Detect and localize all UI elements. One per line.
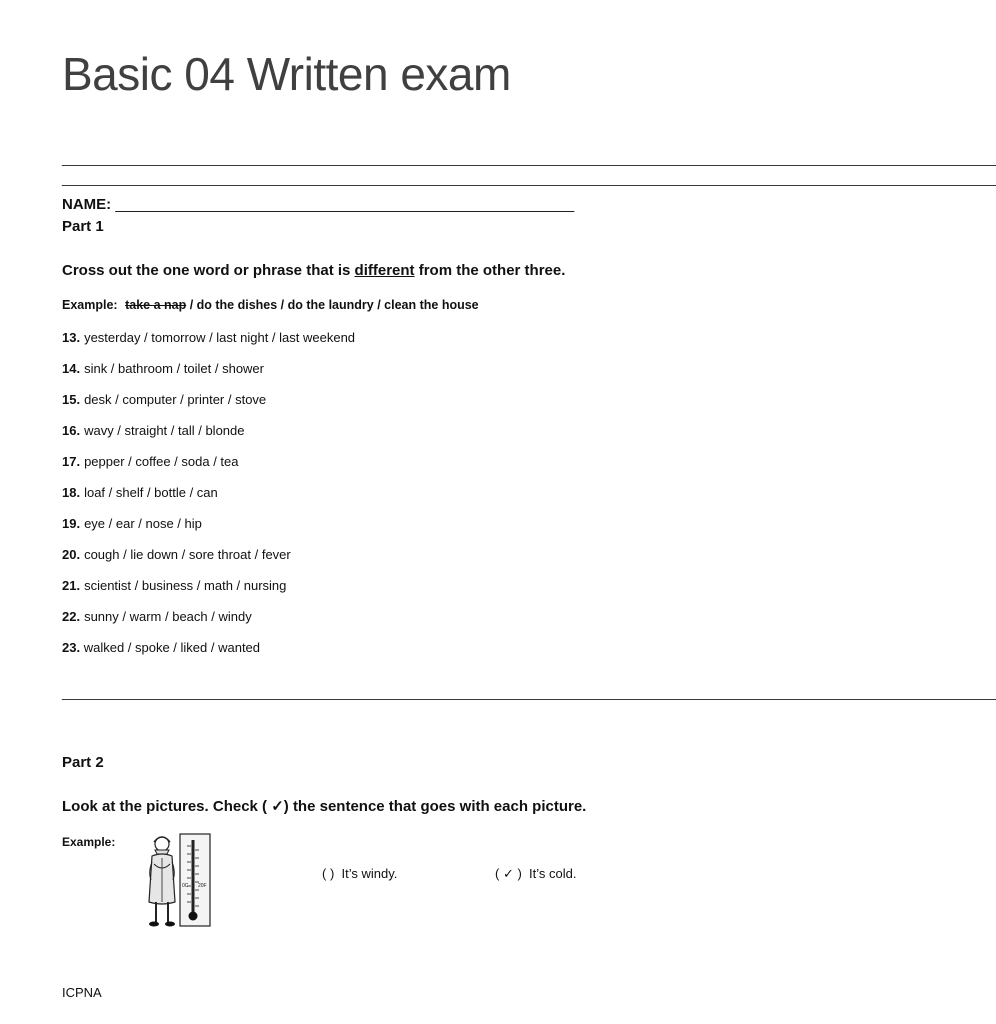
svg-text:0C: 0C xyxy=(182,883,189,889)
option-cold[interactable] xyxy=(495,866,576,882)
example-text: / do the dishes / do the laundry / clean the house xyxy=(186,298,479,312)
part2-example-label: Example: xyxy=(62,835,116,849)
name-label: NAME: xyxy=(62,196,112,213)
list-item xyxy=(62,361,264,376)
divider: ________________________________________________________________________________________________________________________ xyxy=(62,684,996,700)
item-number: 22. xyxy=(62,609,81,624)
footer-text: ICPNA xyxy=(62,985,102,1000)
page-title: Basic 04 Written exam xyxy=(62,48,511,100)
part1-instruction xyxy=(62,262,565,279)
item-number: 18. xyxy=(62,485,81,500)
name-field xyxy=(62,196,574,213)
item-number: 13. xyxy=(62,330,81,345)
part1-heading: Part 1 xyxy=(62,218,104,235)
item-number: 21. xyxy=(62,578,81,593)
item-text: sink / bathroom / toilet / shower xyxy=(84,361,264,376)
instruction-text: from the other three. xyxy=(414,262,566,279)
option-text: It’s windy. xyxy=(341,866,398,881)
instruction-emphasis: different xyxy=(354,262,415,279)
item-text: walked / spoke / liked / wanted xyxy=(83,640,261,655)
example-label: Example: xyxy=(62,298,118,312)
crossed-out-word: take a nap xyxy=(125,298,187,312)
part2-instruction: Look at the pictures. Check ( ✓) the sentence that goes with each picture. xyxy=(62,798,587,815)
checkbox-checked[interactable]: ( ✓ ) xyxy=(495,866,522,881)
item-number: 23. xyxy=(62,640,81,655)
divider: ________________________________________________________________________________________________________________________ xyxy=(62,150,996,166)
list-item xyxy=(62,423,245,438)
list-item xyxy=(62,640,260,655)
item-number: 16. xyxy=(62,423,81,438)
list-item xyxy=(62,578,286,593)
option-text: It’s cold. xyxy=(529,866,577,881)
item-number: 17. xyxy=(62,454,81,469)
list-item xyxy=(62,485,218,500)
item-text: yesterday / tomorrow / last night / last weekend xyxy=(84,330,356,345)
svg-text:20F: 20F xyxy=(198,883,207,889)
item-number: 19. xyxy=(62,516,81,531)
part2-heading: Part 2 xyxy=(62,754,104,771)
list-item xyxy=(62,330,355,345)
checkbox-empty[interactable]: ( ) xyxy=(322,866,335,881)
option-windy[interactable] xyxy=(322,866,397,881)
item-text: eye / ear / nose / hip xyxy=(84,516,202,531)
list-item xyxy=(62,516,202,531)
item-number: 20. xyxy=(62,547,81,562)
item-text: wavy / straight / tall / blonde xyxy=(84,423,245,438)
item-number: 15. xyxy=(62,392,81,407)
item-text: cough / lie down / sore throat / fever xyxy=(84,547,291,562)
item-number: 14. xyxy=(62,361,81,376)
cold-weather-illustration xyxy=(142,832,216,932)
instruction-text: Cross out the one word or phrase that is xyxy=(62,262,355,279)
name-blank: _______________________________________________________ xyxy=(115,196,575,213)
divider: ________________________________________________________________________________________________________________________ xyxy=(62,170,996,186)
list-item xyxy=(62,454,239,469)
item-text: scientist / business / math / nursing xyxy=(84,578,287,593)
list-item xyxy=(62,392,266,407)
item-text: loaf / shelf / bottle / can xyxy=(84,485,218,500)
item-text: desk / computer / printer / stove xyxy=(84,392,267,407)
list-item xyxy=(62,547,291,562)
item-text: pepper / coffee / soda / tea xyxy=(84,454,239,469)
part1-example xyxy=(62,298,479,312)
list-item xyxy=(62,609,252,624)
item-text: sunny / warm / beach / windy xyxy=(84,609,252,624)
